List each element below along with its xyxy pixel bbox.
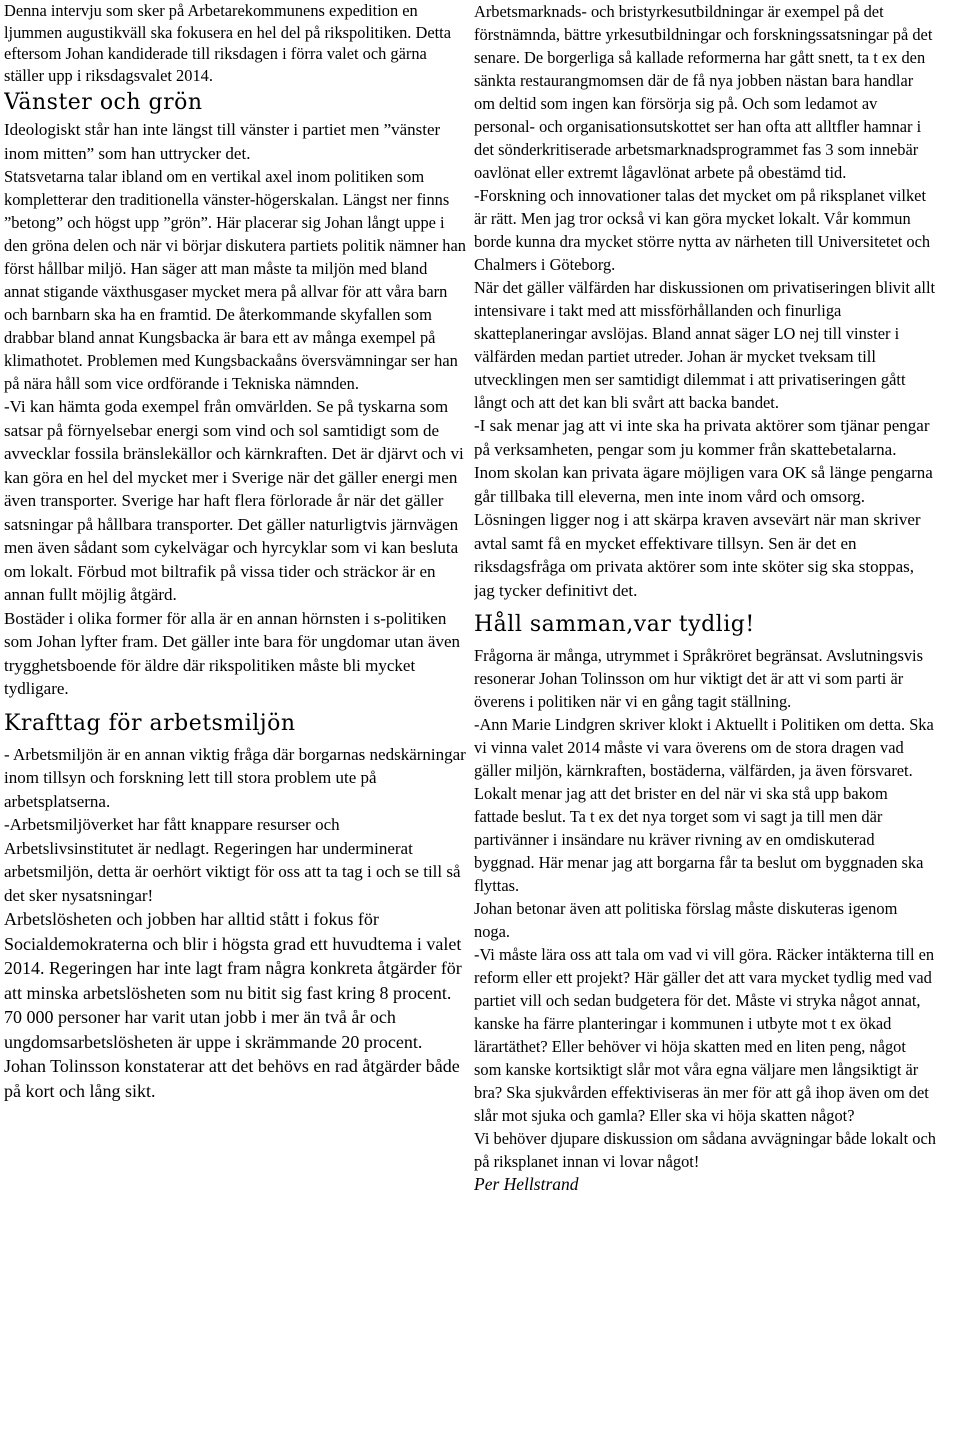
paragraph: -Arbetsmiljöverket har fått knappare resurser och Arbetslivsinstitutet är nedlagt. Regeringen har underminerat arbetsmiljön, detta är oerhört viktigt för oss att ta tag i och se till så det sker nysatsningar! (4, 815, 461, 905)
intro-paragraph: Denna intervju som sker på Arbetarekommunens expedition en ljummen augustikväll ska fokusera en hel del på rikspolitiken. Detta eftersom Johan kandiderade till riksdagen i förra valet och gärna ställer upp i riksdagsvalet 2014. (4, 1, 451, 85)
paragraph: Vi behöver djupare diskussion om sådana avvägningar både lokalt och på riksplanet innan vi lovar något! (474, 1129, 936, 1171)
paragraph: Arbetslösheten och jobben har alltid stått i fokus för Socialdemokraterna och blir i högsta grad ett huvudtema i valet 2014. Regeringen har inte lagt fram några konkreta åtgärder för att minska arbetslösheten som nu bitit sig fast kring 8 procent. 70 000 personer har varit utan jobb i mer än två år och ungdomsarbetslösheten är uppe i skrämmande 20 procent. (4, 909, 462, 1052)
paragraph: -Forskning och innovationer talas det mycket om på riksplanet vilket är rätt. Men jag tror också vi kan göra mycket lokalt. Vår kommun borde kunna dra mycket större nytta av närheten till Universitetet och Chalmers i Göteborg. (474, 186, 931, 274)
paragraph: Ideologiskt står han inte längst till vänster i partiet men ”vänster inom mitten” som han uttrycker det. (4, 120, 441, 163)
paragraph: - Arbetsmiljön är en annan viktig fråga där borgarnas nedskärningar inom tillsyn och forskning lett till stora problem ute på arbetsplatserna. (4, 744, 466, 811)
paragraph: -Vi kan hämta goda exempel från omvärlden. Se på tyskarna som satsar på förnyelsebar energi som vind och sol samtidigt som de avvecklar fossila bränslekällor och kärnkraften. Det är djärvt och vi kan göra en hel del mycket mer i Sverige när det gäller energi men även transporter. Sverige har haft flera förlorade år när det gäller satsningar på hållbara transporter. Det gäller naturligtvis järnvägen men även sådant som cykelvägar och hyrcyklar som vi kan besluta om lokalt. Förbud mot biltrafik på vissa tider och sträckor är en annan fullt möjlig åtgärd. (4, 397, 464, 604)
heading-vanster-och-gron: Vänster och grön (4, 90, 203, 115)
paragraph: Bostäder i olika former för alla är en annan hörnsten i s-politiken som Johan lyfter fram. Det gäller inte bara för ungdomar utan även trygghetsboende för äldre där rikspolitiken måste bli mycket tydligare. (4, 608, 461, 698)
right-column (474, 0, 936, 1456)
paragraph: Statsvetarna talar ibland om en vertikal axel inom politiken som kompletterar den traditionella vänster-högerskalan. Längst ner finns ”betong” och högst upp ”grön”. Här placerar sig Johan långt uppe i den gröna delen och när vi börjar diskutera partiets politik nämner han först hållbar miljö. Han säger att man måste ta miljön med bland annat stigande växthusgaser mycket mera på allvar för att våra barn och barnbarn ska ha en framtid. De återkommande skyfallen som drabbar bland annat Kungsbacka är bara ett av många exempel på klimathotet. Problemen med Kungsbackaåns översvämningar ser han på nära håll som vice ordförande i Tekniska nämnden. (4, 167, 466, 393)
paragraph: -I sak menar jag att vi inte ska ha privata aktörer som tjänar pengar på verksamheten, pengar som ju kommer från skattebetalarna. Inom skolan kan privata ägare möjligen vara OK så länge pengarna går tillbaka till eleverna, men inte inom vård och omsorg. Lösningen ligger nog i att skärpa kraven avsevärt när man skriver avtal samt få en mycket effektivare tillsyn. Sen är det en riksdagsfråga om privata aktörer som inte sköter sig ska stoppas, jag tycker definitivt det. (474, 416, 933, 600)
heading-hall-samman: Håll samman,var tydlig! (474, 612, 755, 637)
paragraph: -Vi måste lära oss att tala om vad vi vill göra. Räcker intäkterna till en reform eller ett projekt? Här gäller det att vara mycket tydlig med vad partiet vill och sedan budgetera för det. Måste vi stryka något annat, kanske ha färre planteringar i kommunen i utbyte mot t ex ökad lärartäthet? Eller behöver vi höja skatten med en liten peng, något som kanske kortsiktigt slår mot våra egna väljare men långsiktigt är bra? Ska sjukvården effektiviseras än mer för att gå ihop även om det slår mot sjuka och gamla? Eller ska vi höja skatten något? (474, 945, 935, 1125)
paragraph: Johan betonar även att politiska förslag måste diskuteras igenom noga. (474, 899, 898, 941)
author-signature: Per Hellstrand (474, 1174, 579, 1194)
left-column (4, 0, 466, 1456)
heading-krafttag-for-arbetsmiljon: Krafttag för arbetsmiljön (4, 710, 296, 736)
paragraph: När det gäller välfärden har diskussionen om privatiseringen blivit allt intensivare i takt med att missförhållanden och finurliga skatteplaneringar avslöjas. Bland annat säger LO nej till vinster i välfärden medan partiet utreder. Johan är mycket tveksam till utvecklingen men ser samtidigt dilemmat i att privatiseringen gått långt och att det kan bli svårt att backa bandet. (474, 278, 936, 412)
paragraph: Arbetsmarknads- och bristyrkesutbildningar är exempel på det förstnämnda, bättre yrkesutbildningar och forskningssatsningar på det senare. De borgerliga så kallade reformerna har gått snett, ta t ex den sänkta restaurangmomsen där de få nya jobben nästan bara handlar om deltid som ingen kan försörja sig på. Och som ledamot av personal- och organisationsutskottet ser han ofta att alltfler hamnar i det sönderkritiserade arbetsmarknadsprogrammet fas 3 som innebär oavlönat eller extremt lågavlönat arbete på obestämd tid. (474, 2, 933, 182)
paragraph: -Ann Marie Lindgren skriver klokt i Aktuellt i Politiken om detta. Ska vi vinna valet 2014 måste vi vara överens om de stora dragen vad gäller miljön, kärnkraften, bostäderna, välfärden, ja även försvaret. Lokalt menar jag att det brister en del när vi ska stå upp bakom fattade beslut. Ta t ex det nya torget som vi sagt ja till men där partivänner i insändare nu kräver rivning av en omdiskuterad byggnad. Här menar jag att borgarna får ta beslut om byggnaden ska flyttas. (474, 715, 934, 895)
paragraph: Johan Tolinsson konstaterar att det behövs en rad åtgärder både på kort och lång sikt. (4, 1056, 460, 1101)
paragraph: Frågorna är många, utrymmet i Språkröret begränsat. Avslutningsvis resonerar Johan Tolinsson om hur viktigt det är att vi som parti är överens i politiken när vi en gång tagit ställning. (474, 646, 923, 711)
